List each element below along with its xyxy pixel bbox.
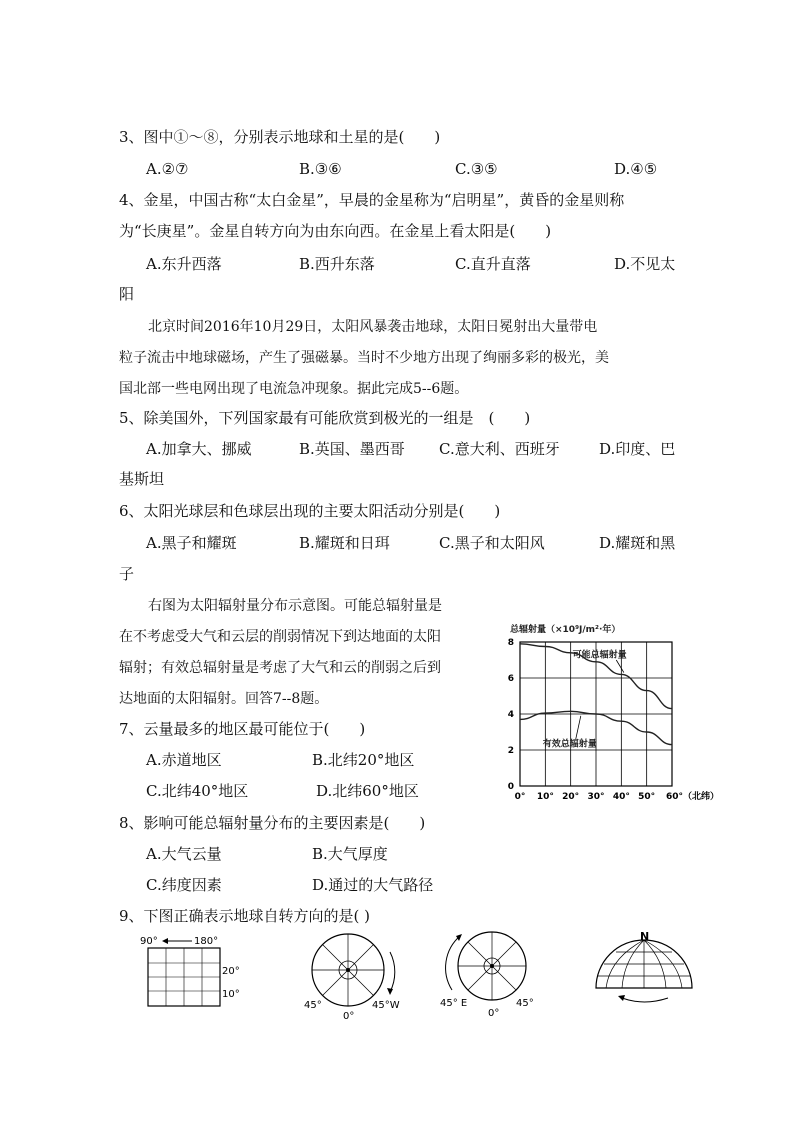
q5-stem: 5、除美国外，下列国家最有可能欣赏到极光的一组是 ( ) [119, 409, 531, 427]
q4-stem-line1: 4、金星，中国古称“太白金星”，早晨的金星称为“启明星”，黄昏的金星则称 [119, 191, 625, 209]
q4-stem-line2: 为“长庚星”。金星自转方向为由东向西。在金星上看太阳是( ) [119, 222, 552, 240]
q7-option-c: C.北纬40°地区 [146, 782, 249, 800]
q4-option-c: C.直升直落 [455, 255, 531, 273]
q4-option-a: A.东升西落 [146, 255, 222, 273]
q6-option-b: B.耀斑和日珥 [299, 534, 390, 552]
fig-a-arrowhead-icon [162, 938, 168, 944]
passage1-line1: 北京时间2016年10月29日，太阳风暴袭击地球，太阳日冕射出大量带电 [148, 319, 598, 335]
q5-option-d-wrap: 基斯坦 [119, 470, 165, 488]
fig-d-arrowhead-icon [618, 995, 625, 1001]
q9-figure-c-polar-view [436, 928, 546, 1023]
q4-option-d-wrap: 阳 [119, 285, 135, 303]
fig-b-label-right: 45°W [372, 1000, 400, 1011]
q5-option-c: C.意大利、西班牙 [439, 440, 560, 458]
fig-b-label-left: 45° [304, 1000, 322, 1011]
q9-figure-b-polar-view [298, 928, 408, 1023]
fig-b-rotation-arrow [390, 952, 395, 992]
chart-y-tick-label: 0 [507, 782, 514, 792]
q6-option-c: C.黑子和太阳风 [439, 534, 545, 552]
passage1-line3: 国北部一些电网出现了电流急冲现象。据此完成5--6题。 [119, 381, 469, 397]
q3-stem: 3、图中①～⑧，分别表示地球和土星的是( ) [119, 128, 441, 146]
q5-option-d: D.印度、巴 [599, 440, 676, 458]
fig-a-label-90: 90° [140, 936, 158, 947]
q3-option-a: A.②⑦ [146, 160, 189, 178]
chart-x-tick-label: 0° [514, 792, 526, 802]
q7-stem: 7、云量最多的地区最可能位于( ) [119, 720, 366, 738]
q3-option-c: C.③⑤ [455, 160, 498, 178]
solar-radiation-chart [500, 620, 725, 810]
series-label-leader [576, 716, 581, 739]
passage2-line2: 在不考虑受大气和云层的削弱情况下到达地面的太阳 [119, 629, 441, 645]
chart-y-tick-label: 6 [507, 674, 514, 684]
fig-c-arrowhead-icon [456, 934, 462, 941]
q8-option-d: D.通过的大气路径 [312, 876, 434, 894]
q9-figure-d-hemisphere [588, 930, 700, 1010]
fig-c-label-right: 45° [516, 998, 534, 1009]
passage2-line3: 辐射；有效总辐射量是考虑了大气和云的削弱之后到 [119, 660, 441, 676]
q6-option-a: A.黑子和耀斑 [146, 534, 237, 552]
chart-x-tick-label: 30° [587, 792, 605, 802]
fig-a-label-180: 180° [194, 936, 219, 947]
q8-stem: 8、影响可能总辐射量分布的主要因素是( ) [119, 814, 426, 832]
q8-option-a: A.大气云量 [146, 845, 222, 863]
fig-c-label-bottom: 0° [488, 1008, 500, 1019]
q8-option-b: B.大气厚度 [312, 845, 388, 863]
chart-y-tick-label: 8 [507, 638, 514, 648]
chart-y-axis-label: 总辐射量（×10⁹J/m²·年） [510, 625, 621, 635]
series-label-leader [616, 660, 624, 673]
q6-option-d: D.耀斑和黑 [599, 534, 676, 552]
series-label-effective: 有效总辐射量 [542, 739, 597, 750]
chart-x-tick-label: 50° [638, 792, 656, 802]
chart-y-tick-label: 2 [507, 746, 514, 756]
q3-option-b: B.③⑥ [299, 160, 342, 178]
q5-option-b: B.英国、墨西哥 [299, 440, 405, 458]
fig-b-arrowhead-icon [387, 988, 393, 995]
q9-stem: 9、下图正确表示地球自转方向的是( ) [119, 907, 371, 925]
fig-a-label-20: 20° [222, 966, 240, 977]
q4-option-b: B.西升东落 [299, 255, 375, 273]
q3-option-d: D.④⑤ [614, 160, 658, 178]
q7-option-a: A.赤道地区 [146, 751, 222, 769]
q8-option-c: C.纬度因素 [146, 876, 222, 894]
chart-x-tick-label: 10° [536, 792, 554, 802]
passage1-line2: 粒子流击中地球磁场，产生了强磁暴。当时不少地方出现了绚丽多彩的极光，美 [119, 350, 609, 366]
fig-a-label-10: 10° [222, 989, 240, 1000]
q5-option-a: A.加拿大、挪威 [146, 440, 252, 458]
q6-option-d-wrap: 子 [119, 565, 135, 583]
q7-option-d: D.北纬60°地区 [316, 782, 419, 800]
chart-x-tick-label: 60°（北纬） [666, 792, 720, 802]
q7-option-b: B.北纬20°地区 [312, 751, 415, 769]
chart-x-tick-label: 20° [562, 792, 580, 802]
series-label-possible: 可能总辐射量 [572, 650, 627, 661]
fig-b-label-bottom: 0° [343, 1011, 355, 1022]
fig-d-rotation-arrow [622, 998, 668, 1002]
fig-c-label-left: 45° E [440, 998, 468, 1009]
passage2-line4: 达地面的太阳辐射。回答7--8题。 [119, 691, 329, 707]
q4-option-d: D.不见太 [614, 255, 676, 273]
passage2-line1: 右图为太阳辐射量分布示意图。可能总辐射量是 [148, 598, 442, 614]
chart-y-tick-label: 4 [507, 710, 514, 720]
q9-figure-a-grid-map [138, 933, 248, 1013]
chart-x-tick-label: 40° [612, 792, 630, 802]
q6-stem: 6、太阳光球层和色球层出现的主要太阳活动分别是( ) [119, 502, 501, 520]
fig-d-label-north: N [640, 930, 650, 943]
